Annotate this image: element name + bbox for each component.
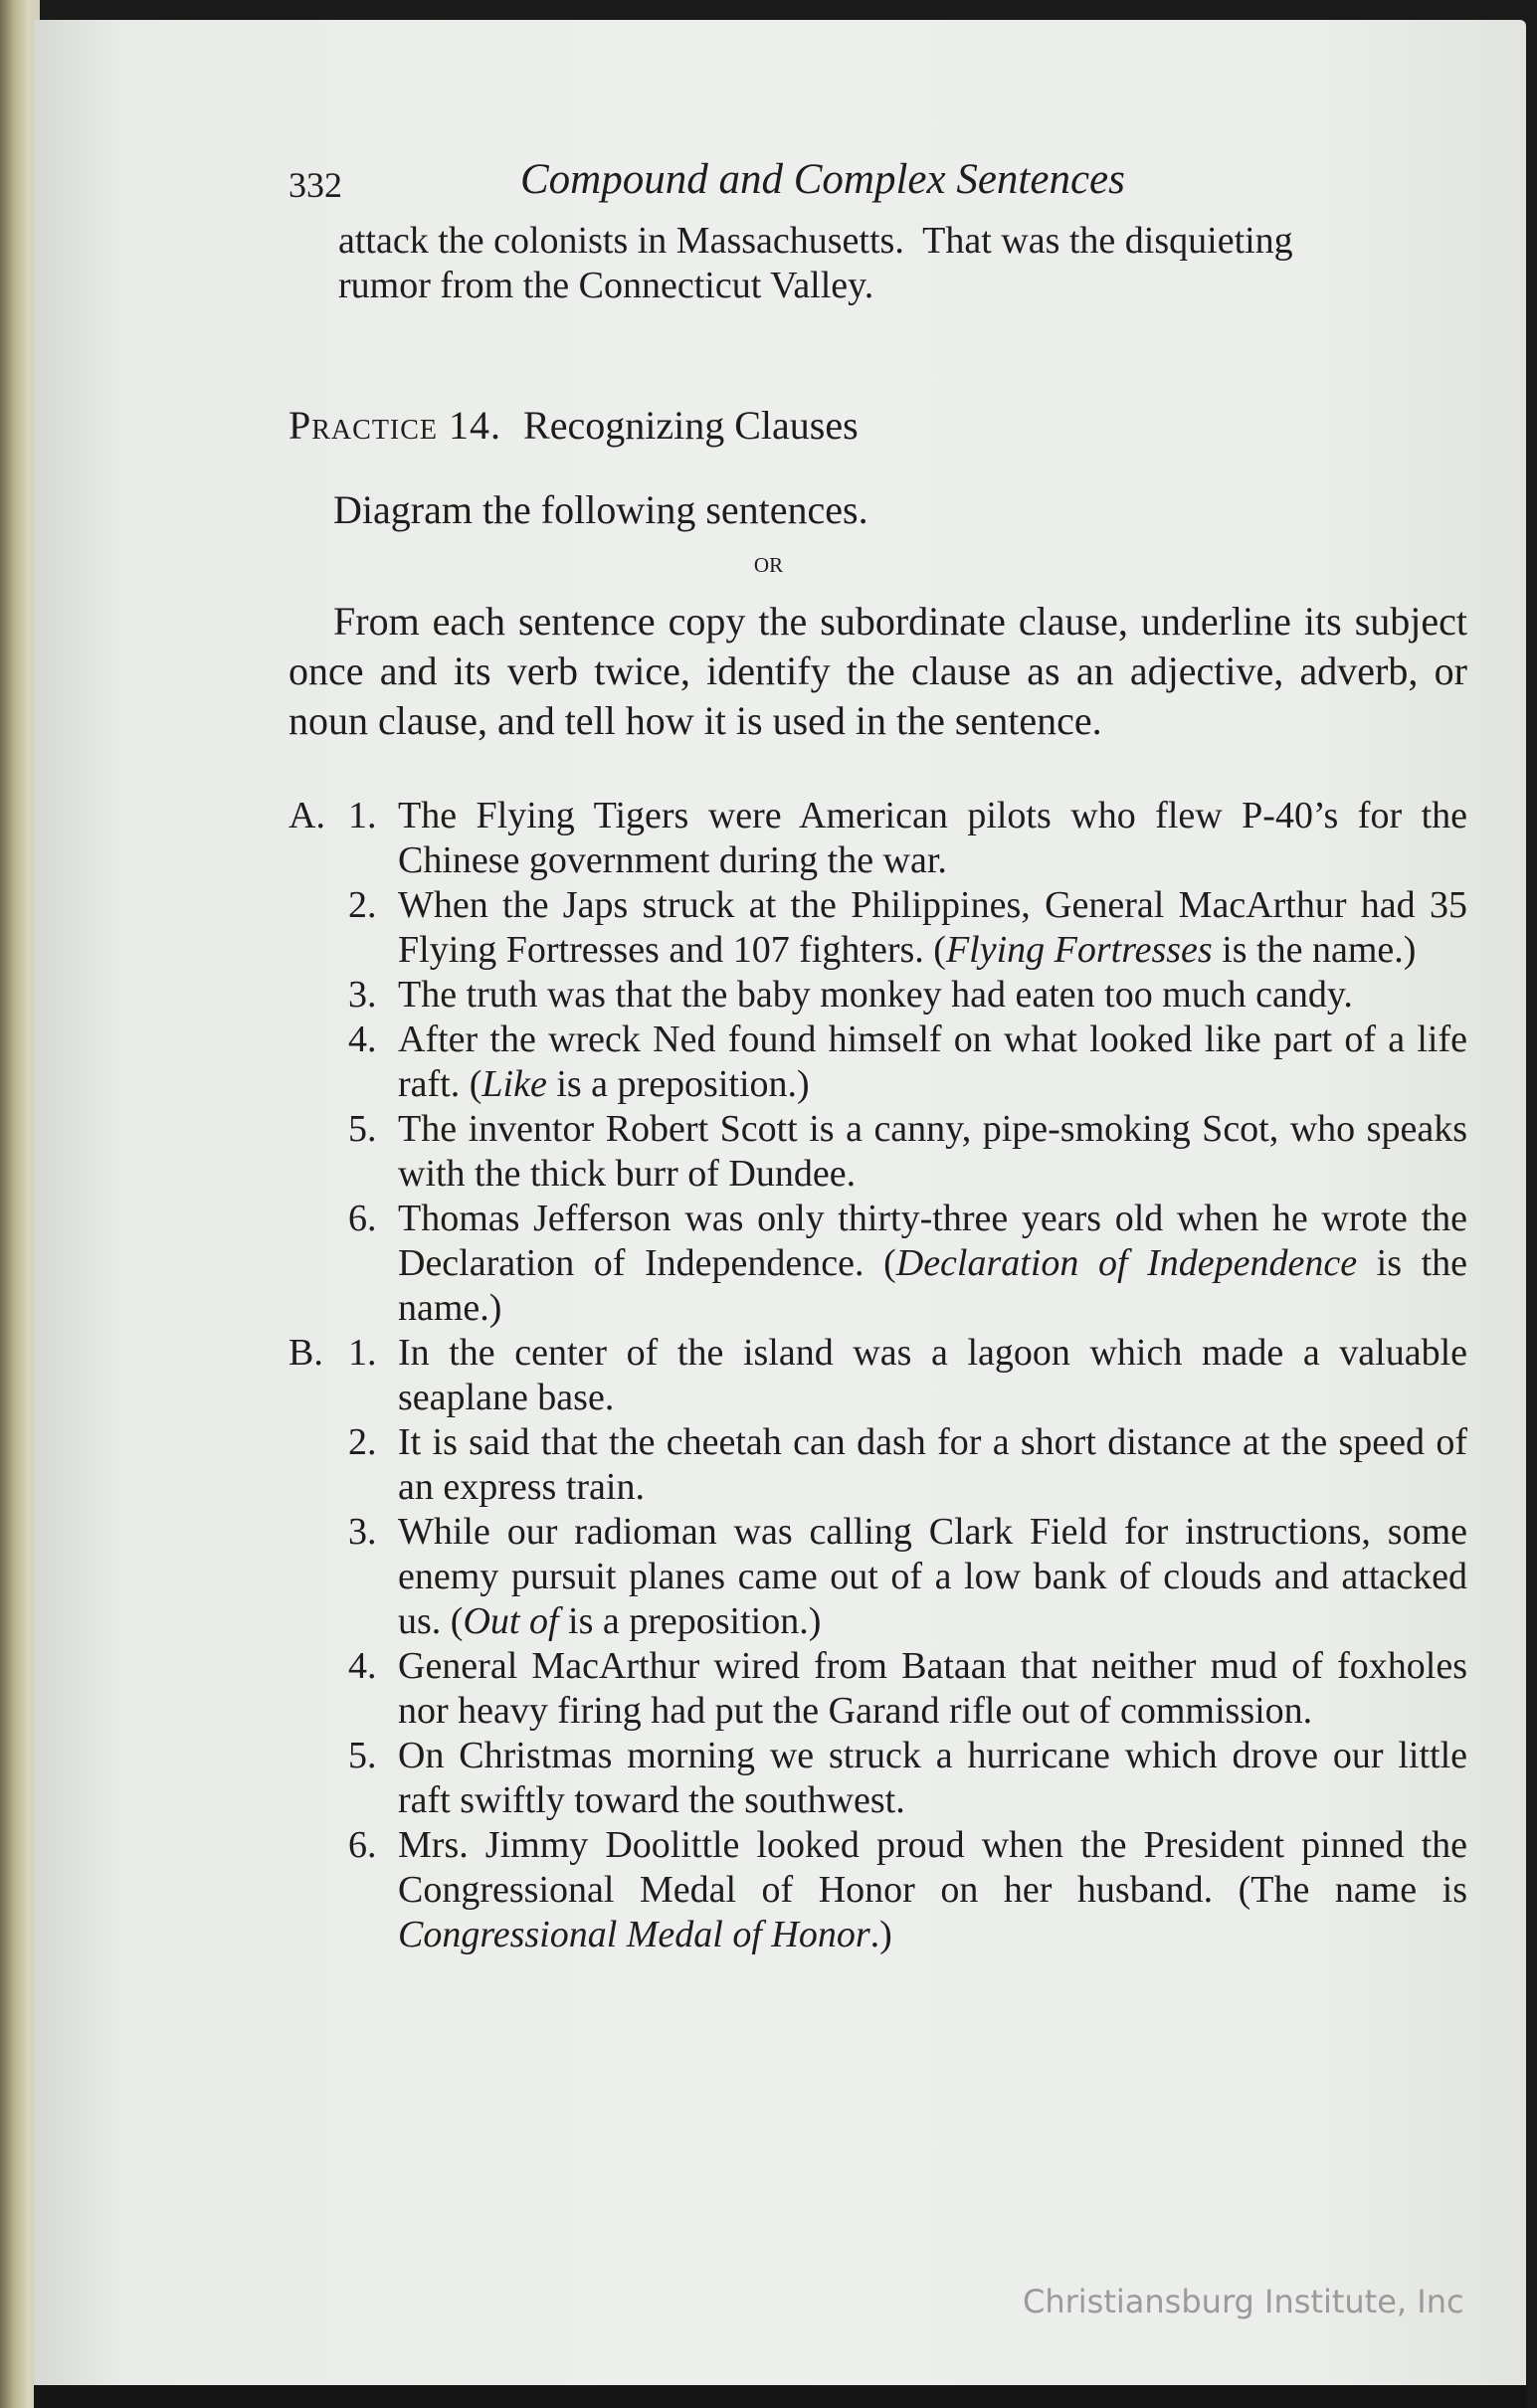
item-text: The truth was that the baby monkey had eaten too much candy.: [398, 974, 1353, 1016]
exercise-item: [288, 794, 1467, 883]
item-number: 1.: [348, 1332, 377, 1374]
item-number: 4.: [348, 1645, 377, 1687]
exercise-item: [288, 1644, 1467, 1734]
exercise-item: [288, 1510, 1467, 1644]
item-text-after: is the name.): [398, 1242, 1467, 1329]
item-text: Mrs. Jimmy Doolittle looked proud when the President pinned the Congressional Medal of Honor on her husband. (The name is: [398, 1824, 1467, 1911]
item-italic-term: Declaration of Independence: [895, 1242, 1358, 1284]
item-text: On Christmas morning we struck a hurricane which drove our little raft swiftly toward the southwest.: [398, 1735, 1467, 1821]
exercise-item: [288, 1420, 1467, 1510]
item-text: Thomas Jefferson was only thirty-three years old when he wrote the Declaration of Independence. (: [398, 1198, 1467, 1284]
item-number: 5.: [348, 1108, 377, 1150]
item-text-after: is the name.): [1212, 929, 1417, 971]
exercise-item: [288, 1018, 1467, 1107]
page-number: 332: [288, 165, 342, 205]
instruction-subordinate-clause: From each sentence copy the subordinate clause, underline its subject once and its verb twice, identify the clause as an adjective, adverb, or noun clause, and tell how it is used in the sentence.: [288, 599, 1467, 743]
item-text: While our radioman was calling Clark Field for instructions, some enemy pursuit planes came out of a low bank of clouds and attacked us. (: [398, 1511, 1467, 1642]
practice-title: Recognizing Clauses: [523, 403, 859, 448]
page-content: [288, 149, 1467, 1957]
practice-label: Practice 14.: [288, 403, 502, 448]
item-text: The inventor Robert Scott is a canny, pipe-smoking Scot, who speaks with the thick burr of Dundee.: [398, 1108, 1467, 1195]
section-label: B.: [288, 1332, 323, 1374]
or-separator: or: [753, 546, 784, 579]
intro-line-1: attack the colonists in Massachusetts. That was the disquieting: [338, 220, 1293, 262]
item-number: 3.: [348, 1511, 377, 1553]
item-text: When the Japs struck at the Philippines, General MacArthur had 35 Flying Fortresses and 107 fighters. (: [398, 884, 1467, 971]
section-label: A.: [288, 795, 325, 836]
item-text-after: is a preposition.): [558, 1600, 822, 1642]
exercise-item: [288, 1734, 1467, 1823]
item-italic-term: Like: [481, 1063, 547, 1105]
practice-heading: [288, 403, 1467, 448]
item-number: 4.: [348, 1019, 377, 1060]
item-text: In the center of the island was a lagoon which made a valuable seaplane base.: [398, 1332, 1467, 1418]
item-text-after: .): [869, 1914, 892, 1955]
item-text: It is said that the cheetah can dash for a short distance at the speed of an express train.: [398, 1421, 1467, 1508]
item-number: 5.: [348, 1735, 377, 1776]
exercise-item: [288, 1197, 1467, 1331]
item-text-after: is a preposition.): [546, 1063, 810, 1105]
page-bottom-shadow: [34, 2385, 1526, 2408]
intro-paragraph: [288, 219, 1467, 308]
watermark: Christiansburg Institute, Inc: [1023, 2283, 1464, 2320]
item-number: 2.: [348, 884, 377, 926]
item-text: The Flying Tigers were American pilots who flew P-40’s for the Chinese government during the war.: [398, 795, 1467, 881]
running-head: [288, 149, 1467, 219]
item-number: 2.: [348, 1421, 377, 1463]
intro-line-2: rumor from the Connecticut Valley.: [338, 265, 874, 306]
item-number: 3.: [348, 974, 377, 1016]
exercise-item: [288, 973, 1467, 1018]
item-number: 6.: [348, 1198, 377, 1239]
chapter-title: Compound and Complex Sentences: [520, 156, 1125, 203]
instruction-diagram: Diagram the following sentences.: [333, 487, 868, 532]
item-number: 1.: [348, 795, 377, 836]
exercise-list: [288, 794, 1467, 1957]
item-text: General MacArthur wired from Bataan that neither mud of foxholes nor heavy firing had put the Garand rifle out of commission.: [398, 1645, 1467, 1732]
item-text: After the wreck Ned found himself on what looked like part of a life raft. (: [398, 1019, 1467, 1105]
exercise-item: [288, 883, 1467, 973]
item-italic-term: Congressional Medal of Honor: [398, 1914, 870, 1955]
exercise-item: [288, 1331, 1467, 1420]
exercise-item: [288, 1823, 1467, 1957]
exercise-item: [288, 1107, 1467, 1197]
item-italic-term: Flying Fortresses: [945, 929, 1213, 971]
item-number: 6.: [348, 1824, 377, 1866]
item-italic-term: Out of: [463, 1600, 559, 1642]
